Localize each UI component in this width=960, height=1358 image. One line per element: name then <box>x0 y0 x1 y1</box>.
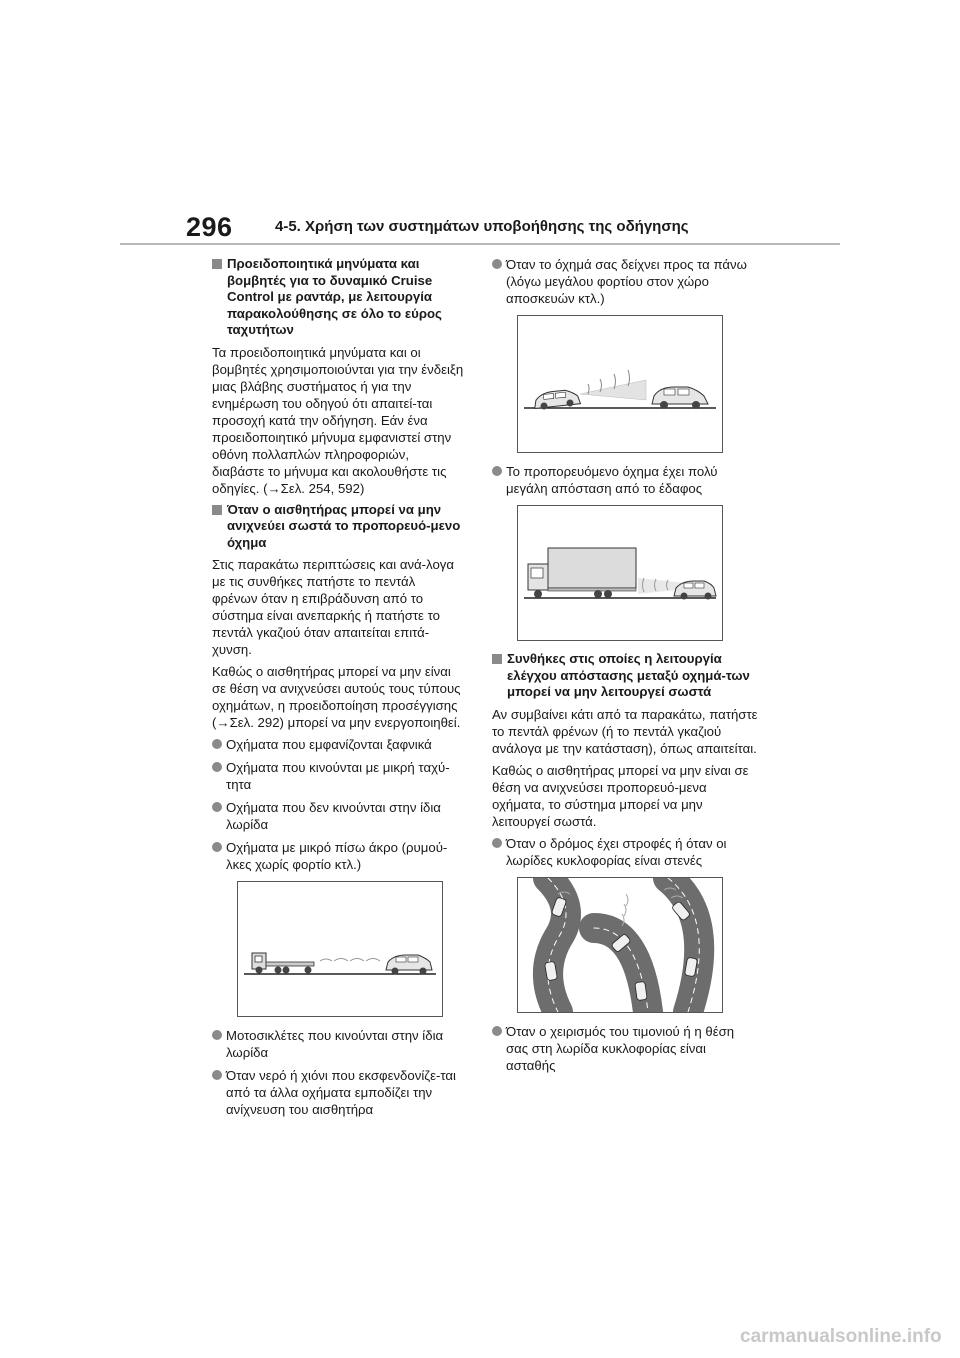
chapter-title: 4-5. Χρήση των συστημάτων υποβοήθησης της οδήγησης <box>275 218 689 235</box>
section-heading-text: Όταν ο αισθητήρας μπορεί να μην ανιχνεύει σωστά το προπορευό-μενο όχημα <box>227 501 461 550</box>
section-heading-warnings <box>212 256 464 339</box>
list-item <box>212 759 464 793</box>
trailer-illustration <box>237 881 443 1017</box>
right-column <box>492 256 758 1080</box>
section-heading-text: Προειδοποιητικά μηνύματα και βομβητές για το δυναμικό Cruise Control με ραντάρ, με λειτουργία παρακολούθησης σε όλο το εύρος ταχυτήτων <box>227 256 442 337</box>
section-heading-distance-control <box>492 651 758 701</box>
paragraph: Στις παρακάτω περιπτώσεις και ανά-λογα με τις συνθήκες πατήστε το πεντάλ φρένων όταν η επιβράδυνση από το σύστημα είναι ανεπαρκής ή πατήστε το πεντάλ γκαζιού όταν απαιτείται επιτά-χυνση. <box>212 557 455 657</box>
paragraph: Αν συμβαίνει κάτι από τα παρακάτω, πατήστε το πεντάλ φρένων (ή το πεντάλ γκαζιού ανάλογα με την κατάσταση), όπως απαιτείται. <box>492 706 758 756</box>
list-item <box>492 1023 758 1074</box>
left-column <box>212 256 464 1124</box>
list-item <box>212 799 464 833</box>
list-item <box>492 256 758 307</box>
section-heading-sensor <box>212 502 464 552</box>
square-bullet-icon <box>212 505 222 515</box>
round-bullet-icon <box>492 259 502 269</box>
list-item-text: Οχήματα με μικρό πίσω άκρο (ρυμού-λκες χωρίς φορτίο κτλ.) <box>226 840 448 872</box>
list-item-text: Όταν ο δρόμος έχει στροφές ή όταν οι λωρίδες κυκλοφορίας είναι στενές <box>506 835 727 868</box>
high-truck-illustration <box>517 505 723 641</box>
header-divider <box>120 243 840 245</box>
paragraph: Καθώς ο αισθητήρας μπορεί να μην είναι σε θέση να ανιχνεύσει προπορευό-μενα οχήματα, το σύστημα μπορεί να μην λειτουργεί σωστά. <box>492 762 749 829</box>
list-item <box>212 1027 464 1061</box>
round-bullet-icon <box>212 802 222 812</box>
list-item <box>492 835 758 869</box>
page-header <box>0 0 960 250</box>
list-item <box>212 736 464 753</box>
paragraph: Καθώς ο αισθητήρας μπορεί να μην είναι σε θέση να ανιχνεύσει αυτούς τους τύπους οχημάτων, η προειδοποίηση προσέγγισης (→Σελ. 292) μπορεί να μην ενεργοποιηθεί. <box>212 664 461 730</box>
list-item-text: Το προπορευόμενο όχημα έχει πολύ μεγάλη απόσταση από το έδαφος <box>506 464 718 496</box>
section-heading-text: Συνθήκες στις οποίες η λειτουργία ελέγχου απόστασης μεταξύ οχημά-των μπορεί να μην λειτουργεί σωστά <box>507 651 750 699</box>
round-bullet-icon <box>492 1026 502 1036</box>
round-bullet-icon <box>212 1070 222 1080</box>
list-item-text: Οχήματα που κινούνται με μικρή ταχύ-τητα <box>226 760 450 792</box>
list-item-text: Όταν ο χειρισμός του τιμονιού ή η θέση σας στη λωρίδα κυκλοφορίας είναι ασταθής <box>506 1023 735 1073</box>
nose-up-car-illustration <box>517 315 723 453</box>
round-bullet-icon <box>212 842 222 852</box>
list-item <box>212 839 464 873</box>
list-item-text: Όταν νερό ή χιόνι που εκσφενδονίζε-ται από τα άλλα οχήματα εμποδίζει την ανίχνευση του αισθητήρα <box>226 1068 456 1117</box>
round-bullet-icon <box>212 739 222 749</box>
list-item-text: Οχήματα που εμφανίζονται ξαφνικά <box>226 737 432 752</box>
paragraph: Τα προειδοποιητικά μηνύματα και οι βομβητές χρησιμοποιούνται για την ένδειξη μιας βλάβης συστήματος ή για την ενημέρωση του οδηγού ότι απαιτεί-ται προσοχή κατά την οδήγηση. Εάν ένα προειδοποιητικό μήνυμα εμφανιστεί στην οθόνη πολλαπλών πληροφοριών, διαβάστε το μήνυμα και ακολουθήστε τις οδηγίες. (→Σελ. 254, 592) <box>212 344 464 496</box>
square-bullet-icon <box>212 259 222 269</box>
curved-road-illustration <box>517 877 723 1013</box>
watermark-logo: carmanualsonline.info <box>740 1326 942 1347</box>
list-item-text: Οχήματα που δεν κινούνται στην ίδια λωρίδα <box>226 800 441 832</box>
round-bullet-icon <box>492 466 502 476</box>
round-bullet-icon <box>212 1030 222 1040</box>
list-item-text: Όταν το όχημά σας δείχνει προς τα πάνω (λόγω μεγάλου φορτίου στον χώρο αποσκευών κτλ.) <box>506 257 747 306</box>
round-bullet-icon <box>492 838 502 848</box>
list-item <box>212 1067 464 1118</box>
page-number: 296 <box>186 212 233 242</box>
square-bullet-icon <box>492 654 502 664</box>
list-item-text: Μοτοσικλέτες που κινούνται στην ίδια λωρίδα <box>226 1028 444 1060</box>
list-item <box>492 463 758 497</box>
round-bullet-icon <box>212 762 222 772</box>
